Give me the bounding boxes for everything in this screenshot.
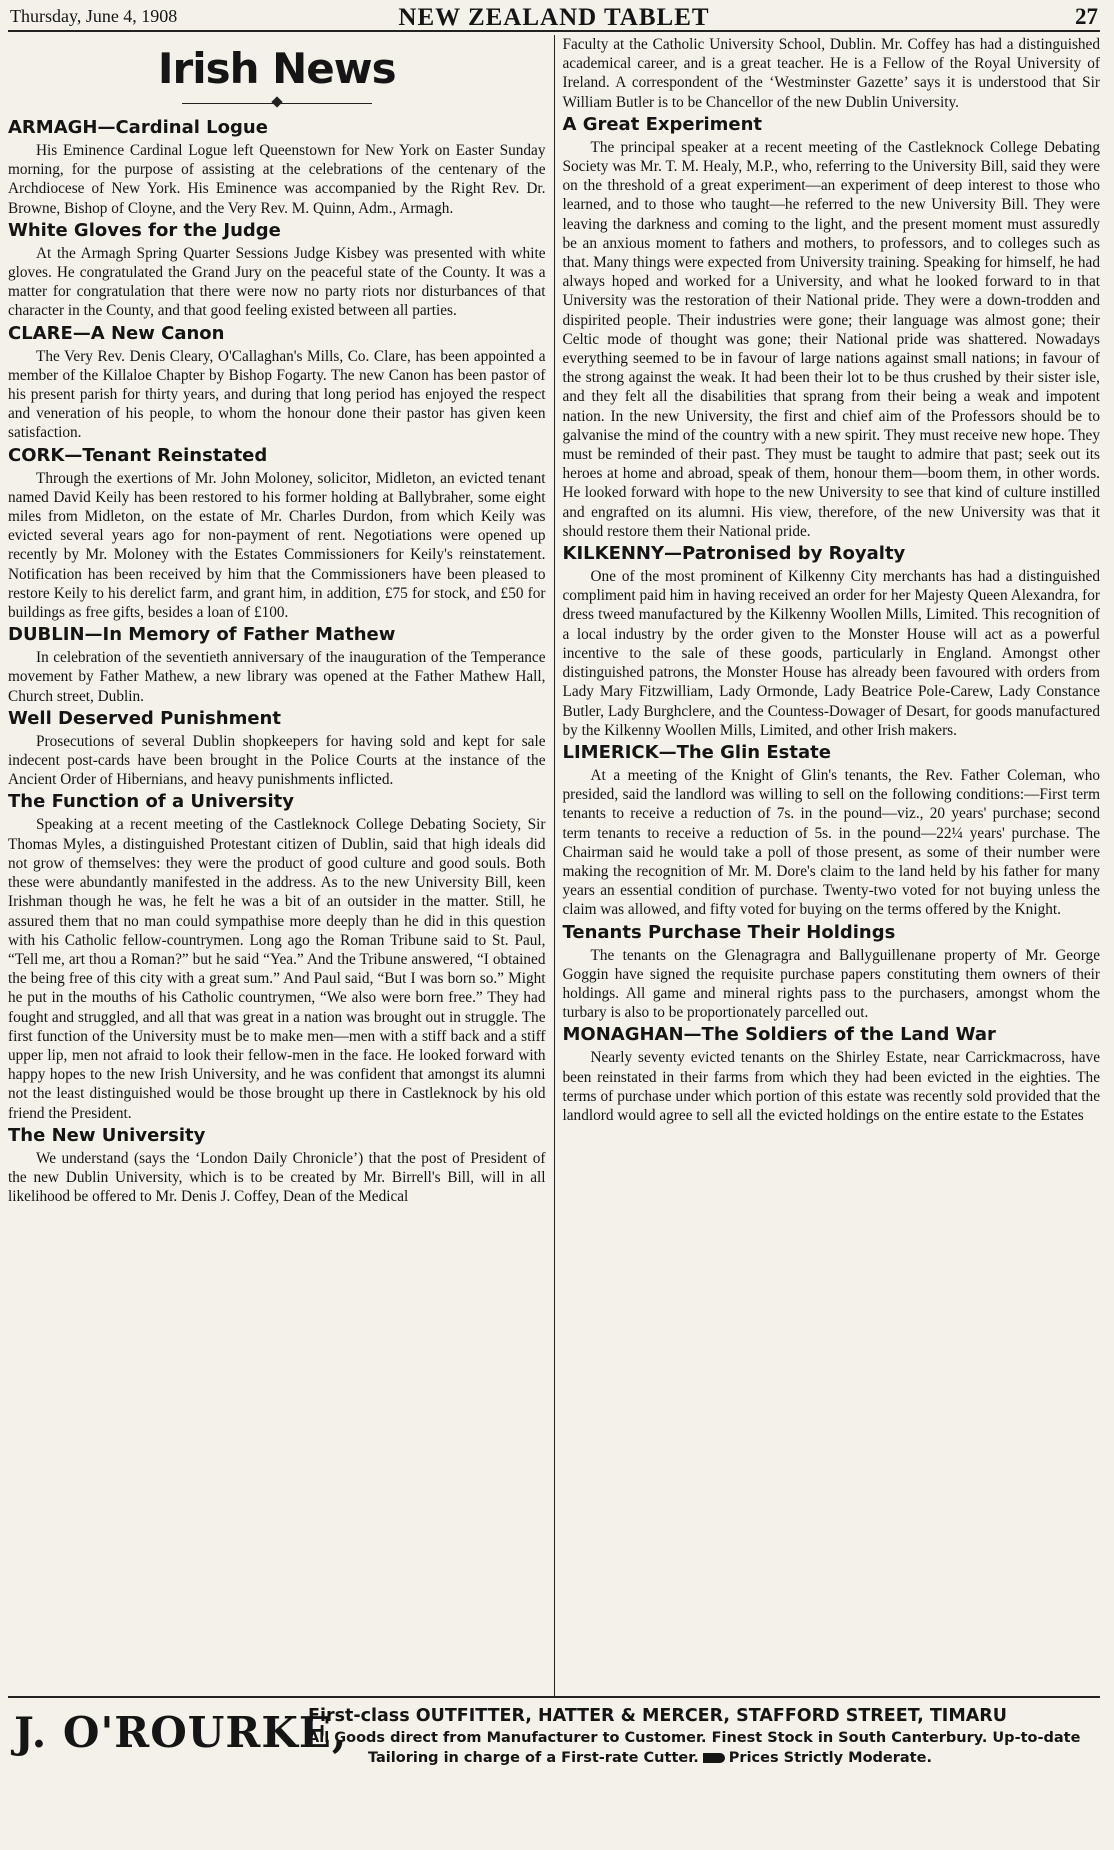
article	[563, 543, 1101, 740]
article-heading: KILKENNY—Patronised by Royalty	[562, 543, 906, 565]
article-paragraph: One of the most prominent of Kilkenny City merchants has had a distinguished compliment paid him in having received an order for her Majesty Queen Alexandra, for dress tweed manufactured by the Kilkenny Woollen Mills, Limited. This recognition of a local industry by the order given to the Monster House will act as a powerful incentive to the sale of these goods, particularly in England. Amongst other distinguished patrons, the Monster House has already been favoured with orders from Lady Mary Fitzwilliam, Lady Ormonde, Lady Beatrice Pole-Carew, Lady Constance Butler, Lady Burghclere, and the Countess-Dowager of Desart, for goods manufactured by the Kilkenny Woollen Mills, Limited, and other Irish makers.	[562, 568, 1100, 739]
article	[8, 445, 546, 623]
article-paragraph: Faculty at the Catholic University School, Dublin. Mr. Coffey has had a distinguished academical career, and is a great teacher. He is a Fellow of the Royal University of Ireland. A correspondent of the ‘Westminster Gazette’ says it is understood that Sir William Butler is to be Chancellor of the new Dublin University.	[562, 36, 1100, 111]
article-paragraph: The tenants on the Glenagragra and Ballyguillenane property of Mr. George Goggin have signed the requisite purchase papers constituting them owners of their holdings. All game and mineral rights pass to the purchasers, amongst whom the turbary is also to be proportionately parcelled out.	[562, 946, 1100, 1022]
advertiser-name: J. O'ROURKE,	[14, 1708, 348, 1757]
article-paragraph: The Very Rev. Denis Cleary, O'Callaghan's Mills, Co. Clare, has been appointed a member of the Killaloe Chapter by Bishop Fogarty. The new Canon has been pastor of his present parish for thirty years, and during that long period has enjoyed the respect and veneration of his people, to whom the honour done their pastor has given keen satisfaction.	[8, 347, 546, 442]
left-column	[8, 35, 554, 1697]
ad-line-2: All Goods direct from Manufacturer to Customer. Finest Stock in South Canterbury. Up-to-date	[308, 1730, 1081, 1746]
ad-line-1: First-class OUTFITTER, HATTER & MERCER, STAFFORD STREET, TIMARU	[308, 1706, 1007, 1726]
article-heading: CLARE—A New Canon	[8, 322, 225, 344]
article-heading: Well Deserved Punishment	[8, 707, 281, 729]
section-title: Irish News	[157, 44, 396, 93]
article-heading: MONAGHAN—The Soldiers of the Land War	[562, 1024, 996, 1046]
article-paragraph: Speaking at a recent meeting of the Castleknock College Debating Society, Sir Thomas Myles, a distinguished Protestant citizen of Dublin, said that high ideals did not grow of themselves: they were the product of good culture and good souls. Both these were abundantly manifested in the address. As to the new University Bill, keen Irishman though he was, he felt he was a bit of an outsider in the matter. Still, he assured them that no man could sympathise more deeply than he did in this question with his Catholic fellow-countrymen. Long ago the Roman Tribune said to St. Paul, “Tell me, art thou a Roman?” but he said “Yea.” And the Tribune answered, “I obtained the being free of this city with a great sum.” And Paul said, “But I was born so.” Might he put in the mouths of his Catholic countrymen, “We also were born free.” They had fought and struggled, and all that was great in a nation was brought out in struggle. The first function of the University must be to make men—men with a stiff back and a stiff upper lip, men not afraid to look their fellow-men in the face. He looked forward with happy hopes to the new Irish University, and he was confident that amongst its alumni not the least distinguished would be those brought up there in Castleknock by his old friend the President.	[8, 816, 546, 1122]
ornament-divider	[182, 97, 372, 111]
article	[563, 1024, 1101, 1125]
article-paragraph: At the Armagh Spring Quarter Sessions Judge Kisbey was presented with white gloves. He congratulated the Grand Jury on the peaceful state of the County. It was a matter for congratulation that there were now no party riots nor disturbances of that character in the County, and that good feeling existed between all parties.	[8, 244, 546, 320]
advertisement	[8, 1696, 1100, 1848]
ad-line-3a: Tailoring in charge of a First-rate Cutter.	[368, 1750, 699, 1766]
article-paragraph: Through the exertions of Mr. John Moloney, solicitor, Midleton, an evicted tenant named David Keily has been restored to his former holding at Ballybraher, some eight miles from Midleton, on the estate of Mr. Charles Durdon, from which Keily was evicted several years ago for non-payment of rent. Negotiations were opened up recently by Mr. Moloney with the Estates Commissioners for Keily's reinstatement. Notification has been received by him that the Commissioners have been pleased to restore Keily to his derelict farm, and grant him, in addition, £75 for stock, and £50 for buildings as free gifts, besides a loan of £100.	[8, 469, 546, 622]
article-heading: ARMAGH—Cardinal Logue	[8, 117, 268, 138]
article	[8, 117, 546, 218]
issue-date: Thursday, June 4, 1908	[10, 6, 178, 26]
article-heading: White Gloves for the Judge	[8, 219, 281, 241]
article-paragraph: The principal speaker at a recent meeting of the Castleknock College Debating Society was Mr. T. M. Healy, M.P., who, referring to the University Bill, said they were on the threshold of a great experiment—an experiment of deep interest to those who learned, and to those who taught—he referred to the new University Bill. They were leaving the darkness and coming to the light, and the present moment must assuredly be an anxious moment to fathers and mothers, to professors, and to colleges such as that. Many things were expected from University training. Speaking for himself, he had always hoped and worked for a University, and what he looked forward to in that University was the restoration of their National pride. They were a down-trodden and dispirited people. Their industries were gone; their language was almost gone; their Celtic mode of thought was gone; their National pride was shattered. Nowadays everything seemed to be in favour of large nations against small nations; in favour of the strong against the weak. It had been their lot to be thus crushed by their sister isle, and they felt all the disabilities that sprang from their being a weak and impotent nation. In the new University, the first and chief aim of the Professors should be to galvanise the mind of the country with a new spirit. They must receive new hope. They must be reminded of their past. They must be taught to admire that past; seek out its heroes at home and abroad, speak of them, honour them—boom them, in other words. He looked forward with hope to the new University to see that kind of culture instilled and engrafted on its alumni. His view, therefore, of the new University was that it should restore them their National pride.	[562, 138, 1100, 540]
article-heading: CORK—Tenant Reinstated	[8, 444, 268, 466]
article-paragraph: Prosecutions of several Dublin shopkeepers for having sold and kept for sale indecent post-cards have been brought in the Police Courts at the instance of the Ancient Order of Hibernians, and heavy punishments inflicted.	[8, 732, 546, 789]
article-paragraph: At a meeting of the Knight of Glin's tenants, the Rev. Father Coleman, who presided, said the landlord was willing to sell on the following conditions:—First term tenants to receive a reduction of 7s. in the pound—viz., 20 years' purchase; second term tenants to receive a reduction of 5s. in the pound—22¼ years' purchase. The Chairman said he would take a poll of those present, as some of their number were making the recognition of Mr. M. Dore's claim to the land held by his father for many years an essential condition of purchase. Twenty-two voted for not buying unless the claim was allowed, and fifty voted for buying on the terms offered by the Knight.	[562, 766, 1100, 919]
right-column	[554, 35, 1101, 1697]
article-heading: DUBLIN—In Memory of Father Mathew	[8, 624, 396, 646]
article-paragraph: His Eminence Cardinal Logue left Queenstown for New York on Easter Sunday morning, for the purpose of assisting at the celebrations of the centenary of the Archdiocese of New York. His Eminence was accompanied by the Right Rev. Dr. Browne, Bishop of Cloyne, and the Very Rev. M. Quinn, Adm., Armagh.	[8, 142, 546, 217]
diamond-ornament-icon	[271, 96, 282, 107]
article-heading: The Function of a University	[8, 791, 295, 813]
article	[8, 323, 546, 443]
article	[8, 791, 546, 1122]
article-heading: LIMERICK—The Glin Estate	[562, 741, 831, 763]
article	[8, 220, 546, 321]
masthead	[8, 4, 1100, 32]
article-paragraph: Nearly seventy evicted tenants on the Shirley Estate, near Carrickmacross, have been reinstated in their farms from which they had been evicted in the eighties. The terms of purchase under which portion of this estate was recently sold provided that the landlord would agree to sell all the evicted holdings on the entire estate to the Estates	[562, 1049, 1100, 1124]
newspaper-title: NEW ZEALAND TABLET	[398, 4, 710, 31]
article-paragraph: We understand (says the ‘London Daily Chronicle’) that the post of President of the new Dublin University, which is to be created by Mr. Birrell's Bill, will in all likelihood be offered to Mr. Denis J. Coffey, Dean of the Medical	[8, 1149, 546, 1206]
article	[8, 708, 546, 790]
article-paragraph: In celebration of the seventieth anniversary of the inauguration of the Temperance movement by Father Mathew, a new library was opened at the Father Mathew Hall, Church street, Dublin.	[8, 649, 546, 705]
article-heading: A Great Experiment	[562, 113, 763, 135]
article	[563, 922, 1101, 1023]
article	[563, 742, 1101, 920]
article-heading: Tenants Purchase Their Holdings	[562, 921, 896, 943]
pointing-hand-icon	[703, 1753, 725, 1763]
ad-line-3	[308, 1750, 1100, 1766]
article-heading: The New University	[8, 1124, 206, 1146]
article	[8, 1125, 546, 1207]
article	[563, 114, 1101, 541]
ad-line-3b: Prices Strictly Moderate.	[728, 1750, 932, 1766]
page-number: 27	[1075, 4, 1098, 29]
article-continuation	[563, 35, 1101, 112]
article	[8, 624, 546, 706]
